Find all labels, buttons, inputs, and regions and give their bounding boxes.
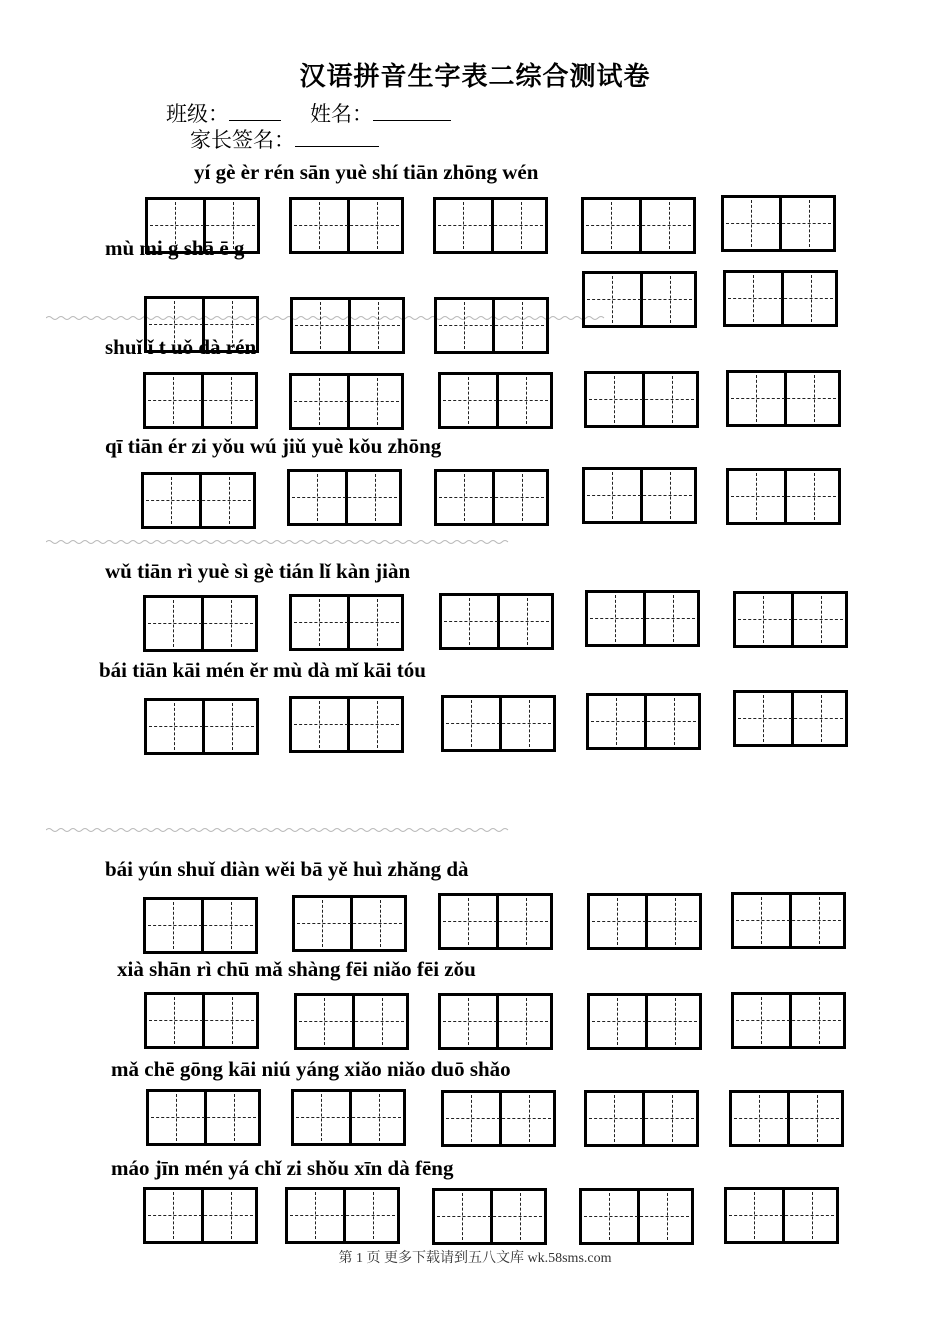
parent-sign-label: 家长签名：: [190, 128, 295, 152]
guide-line: [297, 923, 402, 924]
writing-box[interactable]: [586, 693, 701, 750]
guide-line: [589, 1118, 694, 1119]
class-blank[interactable]: [229, 102, 281, 121]
guide-line: [150, 225, 255, 226]
guide-line: [151, 1117, 256, 1118]
writing-box[interactable]: [143, 372, 258, 429]
guide-line: [592, 921, 697, 922]
writing-box[interactable]: [582, 271, 697, 328]
name-label: 姓名：: [310, 102, 373, 126]
guide-line: [587, 495, 692, 496]
parent-sign-blank[interactable]: [295, 128, 379, 147]
writing-box[interactable]: [289, 373, 404, 430]
writing-box[interactable]: [729, 1090, 844, 1147]
writing-box[interactable]: [587, 893, 702, 950]
guide-line: [294, 622, 399, 623]
guide-line: [590, 618, 695, 619]
guide-line: [149, 1020, 254, 1021]
writing-box[interactable]: [726, 370, 841, 427]
writing-box[interactable]: [432, 1188, 547, 1245]
writing-box[interactable]: [585, 590, 700, 647]
writing-box[interactable]: [579, 1188, 694, 1245]
writing-box[interactable]: [143, 595, 258, 652]
pinyin-line: bái tiān kāi mén ěr mù dà mǐ kāi tóu: [99, 658, 426, 682]
guide-line: [443, 400, 548, 401]
writing-box[interactable]: [290, 297, 405, 354]
writing-box[interactable]: [434, 469, 549, 526]
guide-line: [294, 401, 399, 402]
class-label: 班级：: [166, 102, 229, 126]
writing-box[interactable]: [434, 297, 549, 354]
writing-box[interactable]: [294, 993, 409, 1050]
pinyin-line: yí gè èr rén sān yuè shí tiān zhōng wén: [194, 160, 539, 184]
writing-box[interactable]: [581, 197, 696, 254]
writing-box[interactable]: [726, 468, 841, 525]
writing-box[interactable]: [438, 372, 553, 429]
guide-line: [148, 400, 253, 401]
guide-line: [731, 398, 836, 399]
guide-line: [149, 726, 254, 727]
guide-line: [444, 621, 549, 622]
guide-line: [148, 1215, 253, 1216]
writing-box[interactable]: [289, 696, 404, 753]
guide-line: [587, 299, 692, 300]
pinyin-line: qī tiān ér zi yǒu wú jiǔ yuè kǒu zhōng: [105, 434, 442, 458]
guide-line: [292, 497, 397, 498]
guide-line: [738, 718, 843, 719]
guide-line: [295, 325, 400, 326]
guide-line: [439, 325, 544, 326]
guide-line: [728, 298, 833, 299]
pinyin-line: bái yún shuǐ diàn wěi bā yě huì zhǎng dà: [105, 857, 469, 881]
name-blank[interactable]: [373, 102, 451, 121]
parent-sign-field: [190, 124, 379, 154]
pinyin-line: xià shān rì chū mǎ shàng fēi niǎo fēi zǒu: [117, 957, 476, 981]
writing-box[interactable]: [582, 467, 697, 524]
guide-line: [726, 223, 831, 224]
writing-box[interactable]: [723, 270, 838, 327]
guide-line: [438, 225, 543, 226]
guide-line: [731, 496, 836, 497]
guide-line: [738, 619, 843, 620]
writing-box[interactable]: [724, 1187, 839, 1244]
guide-line: [729, 1215, 834, 1216]
writing-box[interactable]: [143, 1187, 258, 1244]
writing-box[interactable]: [433, 197, 548, 254]
writing-box[interactable]: [146, 1089, 261, 1146]
guide-line: [149, 324, 254, 325]
guide-line: [446, 723, 551, 724]
guide-line: [439, 497, 544, 498]
wavy-divider: [46, 539, 512, 545]
guide-line: [736, 1020, 841, 1021]
writing-box[interactable]: [291, 1089, 406, 1146]
guide-line: [146, 500, 251, 501]
writing-box[interactable]: [584, 1090, 699, 1147]
guide-line: [586, 225, 691, 226]
guide-line: [446, 1118, 551, 1119]
page-title: 汉语拼音生字表二综合测试卷: [299, 62, 651, 91]
writing-box[interactable]: [438, 993, 553, 1050]
writing-box[interactable]: [438, 893, 553, 950]
guide-line: [591, 721, 696, 722]
writing-box[interactable]: [144, 296, 259, 353]
guide-line: [736, 920, 841, 921]
guide-line: [589, 399, 694, 400]
writing-box[interactable]: [285, 1187, 400, 1244]
pinyin-line: máo jīn mén yá chǐ zi shǒu xīn dà fēng: [111, 1156, 454, 1180]
guide-line: [296, 1117, 401, 1118]
writing-box[interactable]: [143, 897, 258, 954]
page-footer: 第 1 页 更多下载请到五八文库 wk.58sms.com: [338, 1251, 612, 1266]
writing-box[interactable]: [731, 992, 846, 1049]
guide-line: [592, 1021, 697, 1022]
writing-box[interactable]: [441, 1090, 556, 1147]
writing-box[interactable]: [141, 472, 256, 529]
pinyin-line: wǔ tiān rì yuè sì gè tián lǐ kàn jiàn: [105, 559, 411, 583]
guide-line: [734, 1118, 839, 1119]
writing-box[interactable]: [289, 197, 404, 254]
writing-box[interactable]: [587, 993, 702, 1050]
writing-box[interactable]: [721, 195, 836, 252]
guide-line: [437, 1216, 542, 1217]
guide-line: [584, 1216, 689, 1217]
guide-line: [294, 724, 399, 725]
writing-box[interactable]: [144, 698, 259, 755]
wavy-divider: [46, 827, 512, 833]
writing-box[interactable]: [145, 197, 260, 254]
guide-line: [299, 1021, 404, 1022]
guide-line: [443, 1021, 548, 1022]
guide-line: [294, 225, 399, 226]
writing-box[interactable]: [441, 695, 556, 752]
writing-box[interactable]: [289, 594, 404, 651]
writing-box[interactable]: [287, 469, 402, 526]
writing-box[interactable]: [144, 992, 259, 1049]
writing-box[interactable]: [733, 591, 848, 648]
writing-box[interactable]: [731, 892, 846, 949]
writing-box[interactable]: [584, 371, 699, 428]
guide-line: [148, 623, 253, 624]
guide-line: [443, 921, 548, 922]
guide-line: [290, 1215, 395, 1216]
pinyin-line: mù mi g shā ē g: [105, 236, 245, 260]
writing-box[interactable]: [439, 593, 554, 650]
writing-box[interactable]: [292, 895, 407, 952]
guide-line: [148, 925, 253, 926]
pinyin-line: mǎ chē gōng kāi niú yáng xiǎo niǎo duō shǎo: [111, 1057, 511, 1081]
writing-box[interactable]: [733, 690, 848, 747]
pinyin-line: shuǐ ǐ t uǒ dà rén: [105, 335, 257, 359]
